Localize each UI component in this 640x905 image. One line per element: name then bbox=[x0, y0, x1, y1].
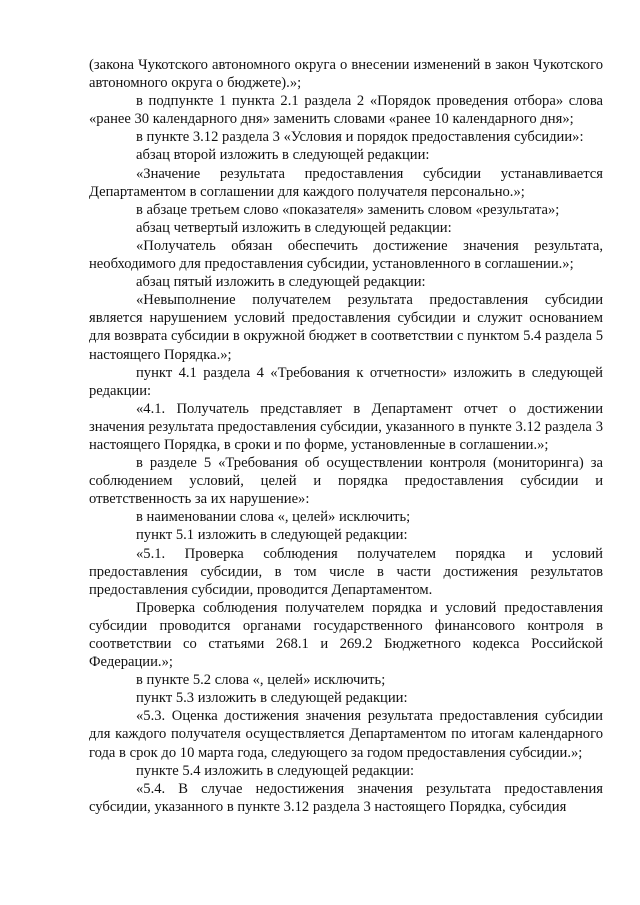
paragraph: в пункте 3.12 раздела 3 «Условия и порядок предоставления субсидии»: bbox=[136, 129, 584, 146]
paragraph: «4.1. Получатель представляет в Департамент отчет о достижении значения результата предоставления субсидии, указанного в пункте 3.12 раздела 3 настоящего Порядка, в сроки и по форме, установленные в соглашении.»; bbox=[89, 400, 603, 453]
paragraph: «Получатель обязан обеспечить достижение значения результата, необходимого для предоставления субсидии, установленного в соглашении.»; bbox=[89, 237, 603, 273]
document-body bbox=[89, 56, 603, 816]
paragraph: абзац четвертый изложить в следующей редакции: bbox=[136, 219, 452, 236]
paragraph: в пункте 5.2 слова «, целей» исключить; bbox=[136, 672, 386, 689]
paragraph: в подпункте 1 пункта 2.1 раздела 2 «Порядок проведения отбора» слова «ранее 30 календарного дня» заменить словами «ранее 10 календарного дня»; bbox=[89, 93, 603, 128]
paragraph: пункте 5.4 изложить в следующей редакции: bbox=[136, 762, 415, 779]
paragraph: пункт 5.3 изложить в следующей редакции: bbox=[136, 690, 408, 707]
paragraph: пункт 5.1 изложить в следующей редакции: bbox=[136, 527, 408, 544]
paragraph: в наименовании слова «, целей» исключить; bbox=[136, 509, 411, 526]
paragraph: «5.1. Проверка соблюдения получателем порядка и условий предоставления субсидии, в том числе в части достижения результатов предоставления субсидии, проводится Департаментом. bbox=[89, 545, 603, 598]
paragraph: (закона Чукотского автономного округа о внесении изменений в закон Чукотского автономного округа о бюджете).»; bbox=[89, 57, 603, 92]
paragraph: «5.3. Оценка достижения значения результата предоставления субсидии для каждого получателя осуществляется Департаментом по итогам календарного года в срок до 10 марта года, следующего за годом предоставления субсидии.»; bbox=[89, 708, 603, 761]
paragraph: в разделе 5 «Требования об осуществлении контроля (мониторинга) за соблюдением условий, целей и порядка предоставления субсидии и ответственность за их нарушение»: bbox=[89, 455, 603, 508]
paragraph: в абзаце третьем слово «показателя» заменить словом «результата»; bbox=[136, 201, 560, 218]
paragraph: пункт 4.1 раздела 4 «Требования к отчетности» изложить в следующей редакции: bbox=[89, 364, 603, 399]
paragraph: «Значение результата предоставления субсидии устанавливается Департаментом в соглашении для каждого получателя персонально.»; bbox=[89, 165, 603, 200]
paragraph: абзац пятый изложить в следующей редакции: bbox=[136, 274, 426, 291]
paragraph: абзац второй изложить в следующей редакции: bbox=[136, 147, 430, 164]
paragraph: «5.4. В случае недостижения значения результата предоставления субсидии, указанного в пункте 3.12 раздела 3 настоящего Порядка, субсидия bbox=[89, 780, 603, 815]
paragraph: Проверка соблюдения получателем порядка и условий предоставления субсидии проводится органами государственного финансового контроля в соответствии со статьями 268.1 и 269.2 Бюджетного кодекса Российской Федерации.»; bbox=[89, 599, 603, 671]
paragraph: «Невыполнение получателем результата предоставления субсидии является нарушением условий предоставления субсидии и служит основанием для возврата субсидии в окружной бюджет в соответствии с пунктом 5.4 раздела 5 настоящего Порядка.»; bbox=[89, 292, 603, 363]
